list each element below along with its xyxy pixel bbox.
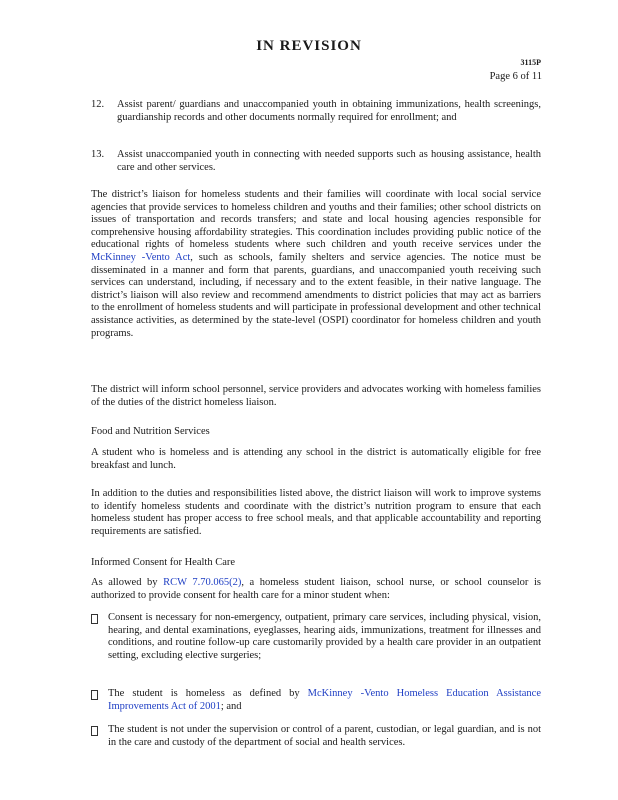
- mckinney-vento-act-link[interactable]: McKinney -Vento Act: [91, 251, 191, 263]
- bullet-text: The student is not under the supervision or control of a parent, custodian, or legal guardian, and is not in the care and custody of the department of social and health services.: [108, 724, 541, 748]
- mckinney-vento-improvements-act-link[interactable]: McKinney -Vento Homeless Education Assistance Improvements Act of 2001: [108, 688, 541, 712]
- paragraph-text: As allowed by: [91, 577, 164, 588]
- consent-condition-3: [91, 724, 541, 749]
- document-id: 3115P: [520, 58, 541, 67]
- liaison-coordination-paragraph: [91, 189, 541, 340]
- list-item-13: [91, 149, 541, 174]
- list-item-text: Assist parent/ guardians and unaccompanied youth in obtaining immunizations, health screenings, guardianship records and other documents normally required for enrollment; and: [117, 99, 541, 123]
- food-nutrition-heading: Food and Nutrition Services: [91, 426, 210, 437]
- liaison-nutrition-paragraph: In addition to the duties and responsibilities listed above, the district liaison will work to improve systems to identify homeless students and coordinate with the district’s nutrition program to ensure that each homeless student has proper access to free school meals, and that applicable accountability and reporting requirements are satisfied.: [91, 488, 541, 537]
- consent-condition-1: [91, 612, 541, 662]
- page-title: IN REVISION: [256, 38, 362, 54]
- bullet-box-icon: [91, 690, 98, 700]
- informed-consent-heading: Informed Consent for Health Care: [91, 557, 236, 568]
- bullet-text: Consent is necessary for non-emergency, outpatient, primary care services, including physical, vision, hearing, and dental examinations, eyeglasses, hearing aids, immunizations, treatment for illnesses and conditions, and routine follow-up care customarily provided by a health care provider in an outpatient setting, excluding elective surgeries;: [108, 612, 541, 661]
- consent-intro-paragraph: [91, 577, 541, 602]
- paragraph-text: The district’s liaison for homeless students and their families will coordinate with local social service agencies that provide services to homeless children and youths and their families; other school districts on issues of transportation and records transfers; and state and local housing agencies responsible for comprehensive housing affordability strategies. This coordination includes providing public notice of the educational rights of homeless students where such children and youth receive services under the: [91, 189, 541, 251]
- consent-condition-2: [91, 688, 541, 713]
- inform-personnel-paragraph: The district will inform school personnel, service providers and advocates working with homeless families of the duties of the district homeless liaison.: [91, 384, 541, 408]
- list-item-number: 13.: [91, 149, 105, 160]
- bullet-text: The student is homeless as defined by: [108, 688, 308, 699]
- bullet-box-icon: [91, 614, 98, 624]
- bullet-box-icon: [91, 726, 98, 736]
- list-item-number: 12.: [91, 99, 105, 110]
- list-item-12: [91, 99, 541, 124]
- bullet-text: ; and: [220, 700, 242, 712]
- free-meals-paragraph: A student who is homeless and is attending any school in the district is automatically eligible for free breakfast and lunch.: [91, 447, 541, 471]
- paragraph-text: , a homeless student liaison, school nurse, or school counselor is authorized to provide consent for health care for a minor student when:: [91, 577, 541, 601]
- page-number: Page 6 of 11: [489, 71, 542, 82]
- paragraph-text: , such as schools, family shelters and service agencies. The notice must be disseminated in a manner and form that parents, guardians, and unaccompanied youth receiving such services can understand, including, if necessary and to the extent feasible, in their native language. The district’s liaison will also review and recommend amendments to district policies that may act as barriers to the enrollment of homeless students and will participate in professional development and other technical assistance activities, as determined by the state-level (OSPI) coordinator for homeless children and youth programs.: [91, 251, 542, 339]
- list-item-text: Assist unaccompanied youth in connecting with needed supports such as housing assistance, health care and other services.: [117, 149, 541, 173]
- rcw-7-70-065-link[interactable]: RCW 7.70.065(2): [163, 577, 242, 588]
- bullet-text-wrapper: [108, 688, 541, 713]
